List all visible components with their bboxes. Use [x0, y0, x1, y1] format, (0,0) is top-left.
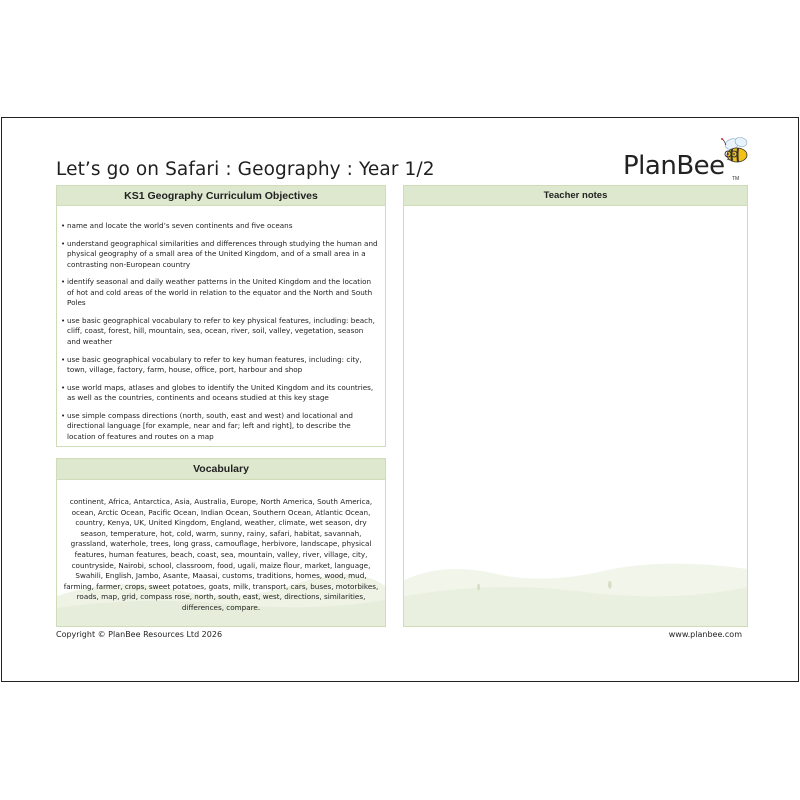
objective-item: • identify seasonal and daily weather patterns in the United Kingdom and the location of hot and cold areas of the world in relation to the equator and the North and South Poles	[62, 277, 379, 308]
objective-item: • use simple compass directions (north, south, east and west) and locational and directional language [for example, near and far; left and right], to describe the location of features and routes on a map	[62, 411, 379, 442]
objective-item: • use basic geographical vocabulary to refer to key physical features, including: beach, cliff, coast, forest, hill, mountain, sea, ocean, river, soil, valley, vegetation, season and weather	[62, 316, 379, 347]
objective-item: • name and locate the world’s seven continents and five oceans	[62, 221, 379, 231]
vocabulary-panel	[56, 458, 386, 627]
page-title: Let’s go on Safari : Geography : Year 1/2	[56, 159, 435, 180]
objective-item: • understand geographical similarities and differences through studying the human and physical geography of a small area of the United Kingdom, and of a small area in a contrasting non-European country	[62, 239, 379, 270]
bee-icon	[719, 135, 759, 167]
logo-trademark: TM	[732, 176, 740, 182]
teacher-notes-panel[interactable]	[403, 185, 748, 627]
vocabulary-heading: Vocabulary	[57, 459, 385, 480]
teacher-notes-heading: Teacher notes	[404, 186, 747, 206]
vocabulary-text: continent, Africa, Antarctica, Asia, Australia, Europe, North America, South America, ocean, Arctic Ocean, Pacific Ocean, Indian Ocean, Southern Ocean, Atlantic Ocean, country, Kenya, UK, United Kingdom, England, weather, climate, wet season, dry season, temperature, hot, cold, warm, sunny, rainy, safari, habitat, savannah, grassland, waterhole, trees, long grass, camouflage, herbivore, landscape, physical features, human features, beach, coast, sea, mountain, valley, river, village, city, countryside, Nairobi, school, classroom, food, ugali, maize flour, market, language, Swahili, English, Jambo, Asante, Maasai, customs, traditions, homes, wood, mud, farming, farmer, crops, sweet potatoes, goats, milk, transport, cars, buses, motorbikes, roads, map, grid, compass rose, north, south, east, west, directions, similarities, differences, compare.	[63, 497, 379, 612]
objectives-list	[57, 206, 385, 442]
logo-text: PlanBee	[623, 151, 725, 181]
objective-item: • use world maps, atlases and globes to identify the United Kingdom and its countries, as well as the countries, continents and oceans studied at this key stage	[62, 383, 379, 404]
website-link[interactable]: www.planbee.com	[668, 630, 742, 639]
objective-item: • use basic geographical vocabulary to refer to key human features, including: city, town, village, factory, farm, house, office, port, harbour and shop	[62, 355, 379, 376]
lesson-sheet	[1, 117, 799, 682]
copyright-text: Copyright © PlanBee Resources Ltd 2026	[56, 630, 223, 639]
curriculum-objectives-panel	[56, 185, 386, 447]
objectives-heading: KS1 Geography Curriculum Objectives	[57, 186, 385, 206]
savannah-background	[404, 546, 747, 626]
